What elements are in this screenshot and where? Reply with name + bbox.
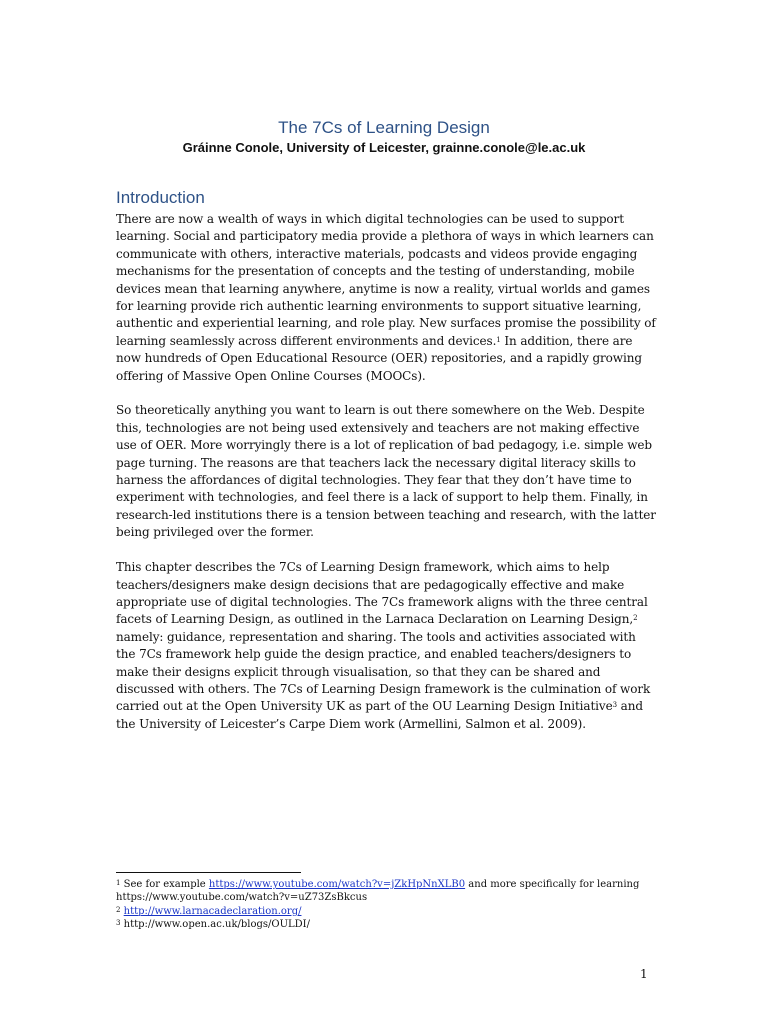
footnote-number: 2 xyxy=(116,905,121,914)
footnote-link[interactable]: http://www.larnacadeclaration.org/ xyxy=(123,905,302,917)
footnote-text: and more specifically for learning https://www.youtube.com/watch?v=uZ73ZsBkcus xyxy=(116,879,640,904)
footnotes xyxy=(116,878,656,932)
footnote-number: 3 xyxy=(116,919,121,928)
paragraph-text: In addition, there are now hundreds of Open Educational Resource (OER) repositories, and a rapidly growing offering of Massive Open Online Courses (MOOCs). xyxy=(116,333,642,383)
footnote-ref[interactable]: 2 xyxy=(633,614,638,623)
paragraph-text: This chapter describes the 7Cs of Learning Design framework, which aims to help teachers/designers make design decisions that are pedagogically effective and make appropriate use of digital technologies. The 7Cs framework aligns with the three central facets of Learning Design, as outlined in the Larnaca Declaration on Learning Design, xyxy=(116,560,648,627)
paragraph-text: and the University of Leicester’s Carpe Diem work (Armellini, Salmon et al. 2009). xyxy=(116,699,643,731)
footnote xyxy=(116,905,656,918)
footnote-separator xyxy=(116,872,301,873)
document-title: The 7Cs of Learning Design xyxy=(278,118,490,137)
footnote-text: See for example xyxy=(120,879,209,890)
paragraph-text: namely: guidance, representation and sharing. The tools and activities associated with the 7Cs framework help guide the design practice, and enabled teachers/designers to make their designs explicit through visualisation, so that they can be shared and discussed with others. The 7Cs of Learning Design framework is the culmination of work carried out at the Open University UK as part of the OU Learning Design Initiative xyxy=(116,629,651,714)
footnote xyxy=(116,918,656,931)
paragraph xyxy=(116,211,656,385)
footnote xyxy=(116,878,656,905)
footnote-ref[interactable]: 1 xyxy=(496,335,501,344)
footnote-link[interactable]: https://www.youtube.com/watch?v=jZkHpNnXLB0 xyxy=(208,879,466,890)
page-number: 1 xyxy=(640,967,648,981)
paragraph: So theoretically anything you want to learn is out there somewhere on the Web. Despite this, technologies are not being used extensively and teachers are not making effective use of OER. More worryingly there is a lot of replication of bad pedagogy, i.e. simple web page turning. The reasons are that teachers lack the necessary digital literacy skills to harness the affordances of digital technologies. They fear that they don’t have time to experiment with technologies, and feel there is a lack of support to help them. Finally, in research-led institutions there is a tension between teaching and research, with the latter being privileged over the former. xyxy=(116,403,656,540)
section-heading: Introduction xyxy=(116,188,205,207)
paragraph-text: There are now a wealth of ways in which digital technologies can be used to support learning. Social and participatory media provide a plethora of ways in which learners can communicate with others, interactive materials, podcasts and videos provide engaging mechanisms for the presentation of concepts and the testing of understanding, mobile devices mean that learning anywhere, anytime is now a reality, virtual worlds and games for learning provide rich authentic learning environments to support situative learning, authentic and experiential learning, and role play. New surfaces promise the possibility of learning seamlessly across different environments and devices. xyxy=(116,212,656,348)
paragraph xyxy=(116,559,656,733)
footnote-ref[interactable]: 3 xyxy=(612,701,617,710)
footnote-text: http://www.open.ac.uk/blogs/OULDI/ xyxy=(120,919,310,931)
document-body xyxy=(116,211,656,751)
footnote-number: 1 xyxy=(116,879,121,887)
author-line: Gráinne Conole, University of Leicester, grainne.conole@le.ac.uk xyxy=(182,140,586,155)
